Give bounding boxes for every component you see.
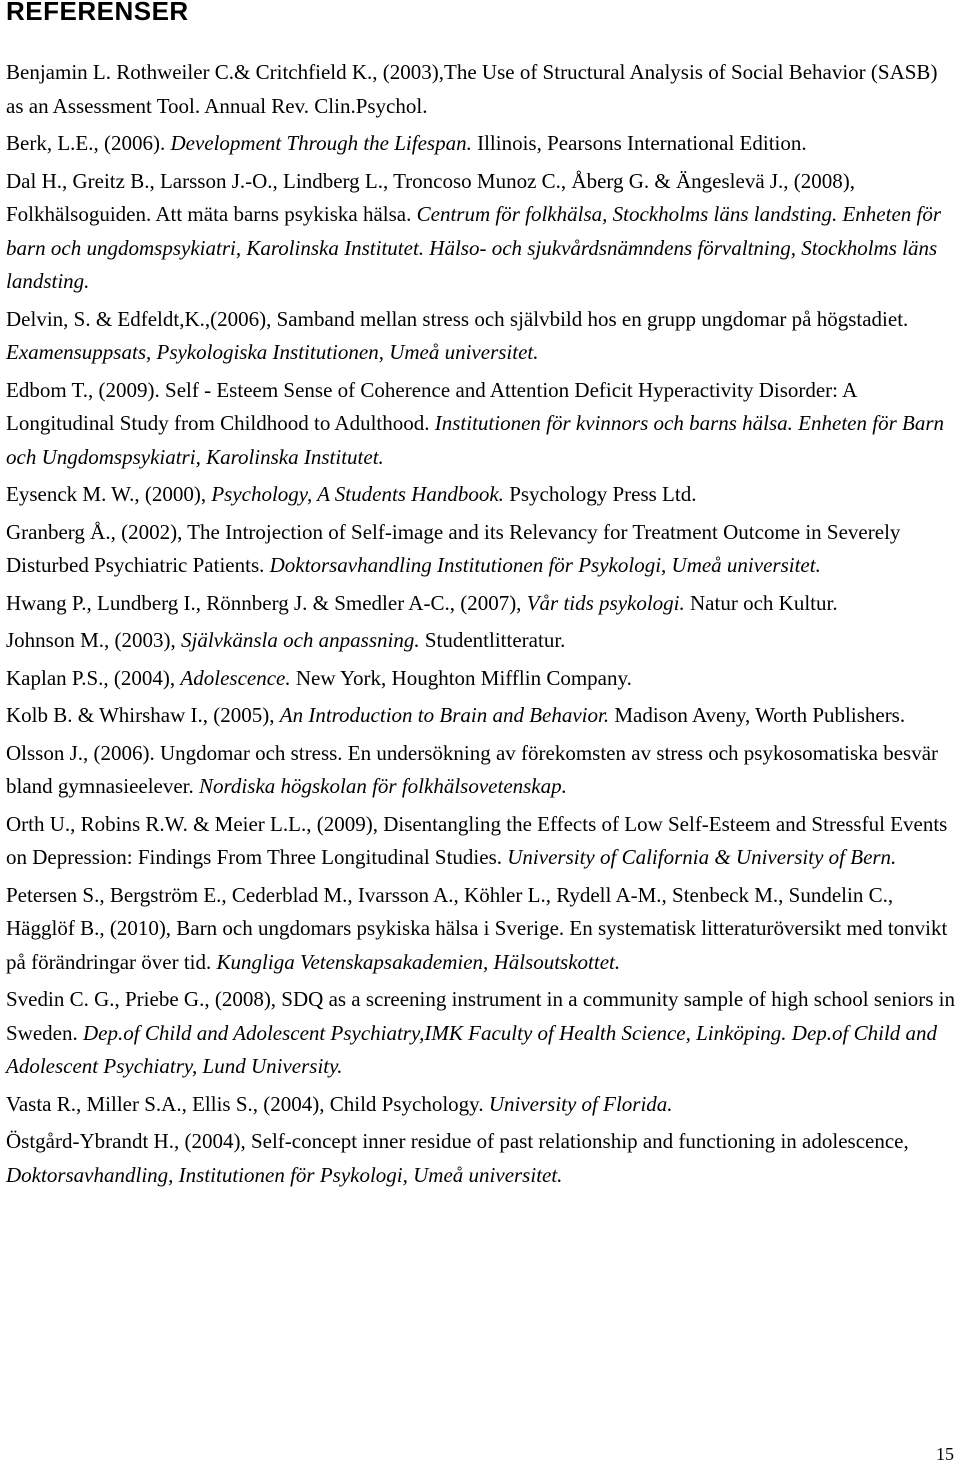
reference-italic-text: Kungliga Vetenskapsakademien, Hälsoutskottet. xyxy=(216,949,621,974)
reference-entry xyxy=(6,1088,956,1122)
reference-text: Edbom T., (2009). Self - Esteem Sense of Coherence and Attention Deficit Hyperactivity Disorder: A Longitudinal Study from Childhood to Adulthood. xyxy=(6,377,857,435)
reference-entry xyxy=(6,624,956,658)
reference-italic-text: Institutionen för kvinnors och barns hälsa. Enheten för Barn och Ungdomspsykiatri, Karolinska Institutet. xyxy=(6,411,944,469)
reference-italic-text: Doktorsavhandling Institutionen för Psykologi, Umeå universitet. xyxy=(269,553,821,577)
reference-text: Hwang P., Lundberg I., Rönnberg J. & Smedler A-C., (2007), xyxy=(6,590,527,615)
reference-entry xyxy=(6,303,956,370)
reference-entry xyxy=(6,127,956,161)
reference-list xyxy=(6,56,956,1196)
reference-entry xyxy=(6,165,956,299)
reference-entry xyxy=(6,662,956,696)
reference-entry xyxy=(6,737,956,804)
reference-entry xyxy=(6,587,956,621)
reference-text: Psychology Press Ltd. xyxy=(503,482,697,506)
reference-italic-text: Självkänsla och anpassning. xyxy=(181,628,420,652)
reference-entry xyxy=(6,516,956,583)
reference-italic-text: Nordiska högskolan för folkhälsovetenskap. xyxy=(199,774,567,798)
reference-italic-text: Vår tids psykologi. xyxy=(526,590,685,615)
reference-italic-text: University of California & University of Bern. xyxy=(507,845,897,869)
reference-italic-text: Examensuppsats, Psykologiska Institutionen, Umeå universitet. xyxy=(6,340,539,364)
reference-text: New York, Houghton Mifflin Company. xyxy=(290,665,632,690)
reference-text: Östgård-Ybrandt H., (2004), Self-concept inner residue of past relationship and functioning in adolescence, xyxy=(6,1129,909,1153)
reference-italic-text: Doktorsavhandling, Institutionen för Psykologi, Umeå universitet. xyxy=(6,1162,563,1187)
reference-italic-text: Adolescence. xyxy=(180,665,291,690)
reference-text: Granberg Å., (2002), The Introjection of Self-image and its Relevancy for Treatment Outcome in Severely Disturbed Psychiatric Patients. xyxy=(6,519,901,577)
reference-text: Orth U., Robins R.W. & Meier L.L., (2009), Disentangling the Effects of Low Self-Esteem and Stressful Events on Depression: Findings From Three Longitudinal Studies. xyxy=(6,811,948,869)
reference-entry xyxy=(6,699,956,733)
reference-text: Natur och Kultur. xyxy=(684,590,838,615)
page-number: 15 xyxy=(936,1444,954,1464)
reference-text: Benjamin L. Rothweiler C.& Critchfield K., (2003),The Use of Structural Analysis of Social Behavior (SASB) as an Assessment Tool. Annual Rev. Clin.Psychol. xyxy=(6,60,938,118)
reference-entry xyxy=(6,808,956,875)
reference-entry xyxy=(6,1125,956,1192)
reference-text: Johnson M., (2003), xyxy=(6,628,182,652)
reference-entry xyxy=(6,983,956,1084)
reference-text: Madison Aveny, Worth Publishers. xyxy=(609,703,906,727)
reference-entry xyxy=(6,478,956,512)
reference-text: Studentlitteratur. xyxy=(419,628,566,652)
reference-text: Delvin, S. & Edfeldt,K.,(2006), Samband mellan stress och självbild hos en grupp ungdomar på högstadiet. xyxy=(6,306,909,331)
reference-italic-text: Development Through the Lifespan. xyxy=(170,131,472,155)
reference-text: Berk, L.E., (2006). xyxy=(6,131,171,155)
reference-italic-text: An Introduction to Brain and Behavior. xyxy=(279,703,610,727)
reference-italic-text: Centrum för folkhälsa, Stockholms läns landsting. Enheten för barn och ungdomspsykiatri, Karolinska Institutet. Hälso- och sjukvårdsnämndens förvaltning, Stockholms läns landsting. xyxy=(6,202,942,293)
reference-text: Kaplan P.S., (2004), xyxy=(6,665,181,690)
reference-entry xyxy=(6,374,956,475)
reference-italic-text: Dep.of Child and Adolescent Psychiatry,IMK Faculty of Health Science, Linköping. Dep.of Child and Adolescent Psychiatry, Lund University. xyxy=(6,1020,938,1078)
reference-text: Dal H., Greitz B., Larsson J.-O., Lindberg L., Troncoso Munoz C., Åberg G. & Ängeslevä J., (2008), Folkhälsoguiden. Att mäta barns psykiska hälsa. xyxy=(6,168,856,226)
reference-text: Olsson J., (2006). Ungdomar och stress. En undersökning av förekomsten av stress och psykosomatiska besvär bland gymnasieelever. xyxy=(6,740,939,798)
reference-entry xyxy=(6,56,956,123)
reference-italic-text: University of Florida. xyxy=(488,1091,673,1116)
reference-entry xyxy=(6,879,956,980)
reference-text: Petersen S., Bergström E., Cederblad M., Ivarsson A., Köhler L., Rydell A-M., Stenbeck M., Sundelin C., Hägglöf B., (2010), Barn och ungdomars psykiska hälsa i Sverige. En systematisk litteraturöversikt med tonvikt på förändringar över tid. xyxy=(6,882,948,974)
reference-text: Illinois, Pearsons International Edition. xyxy=(471,131,807,155)
reference-text: Eysenck M. W., (2000), xyxy=(6,482,212,506)
reference-text: Svedin C. G., Priebe G., (2008), SDQ as a screening instrument in a community sample of high school seniors in Sweden. xyxy=(6,987,955,1045)
reference-text: Vasta R., Miller S.A., Ellis S., (2004), Child Psychology. xyxy=(6,1091,489,1116)
reference-italic-text: Psychology, A Students Handbook. xyxy=(211,482,504,506)
page-title: REFERENSER xyxy=(6,0,189,26)
reference-text: Kolb B. & Whirshaw I., (2005), xyxy=(6,703,280,727)
